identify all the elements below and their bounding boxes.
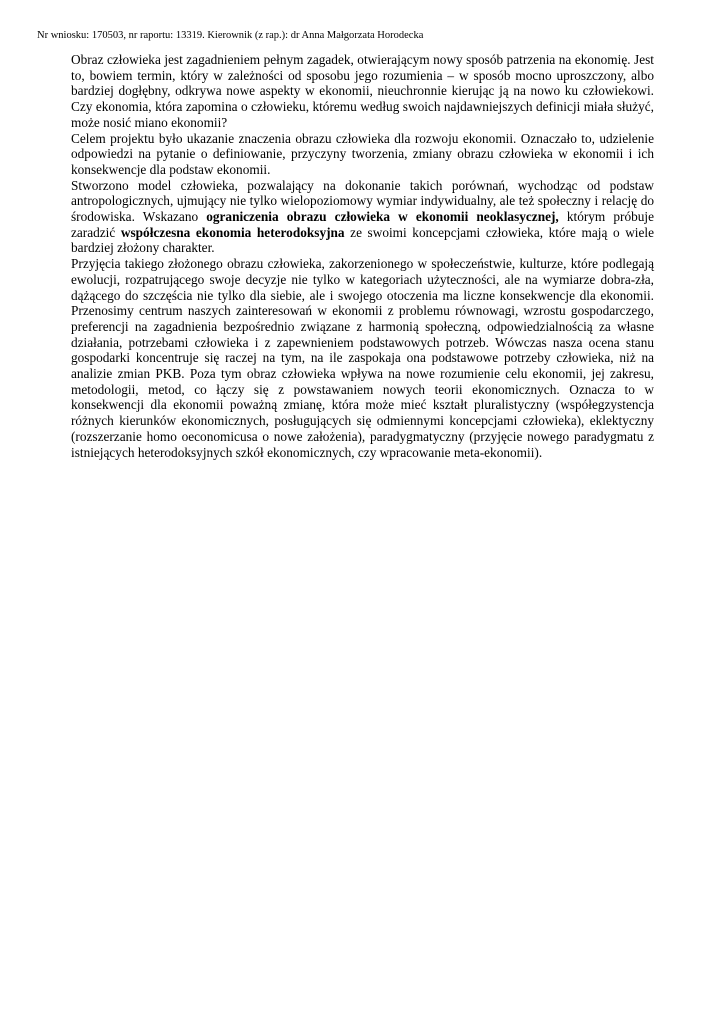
paragraph-text: ze swoimi koncepcjami człowieka, które mają o wiele bardziej złożony charakter. bbox=[71, 224, 655, 256]
paragraph-text: którym próbuje zaradzić bbox=[71, 209, 654, 240]
bold-phrase-heterodox: współczesna ekonomia heterodoksyjna bbox=[120, 224, 345, 240]
paragraph-goal bbox=[71, 131, 654, 178]
paragraph-intro bbox=[71, 52, 654, 131]
paragraph-model bbox=[71, 178, 654, 257]
document-body bbox=[71, 52, 654, 460]
paragraph-text: Obraz człowieka jest zagadnieniem pełnym zagadek, otwierającym nowy sposób patrzenia na ekonomię. Jest to, bowiem termin, który w zależności od sposobu jego rozumienia – w sposób mocno uproszczony, albo bardziej dogłębny, odkrywa nowe aspekty w ekonomii, nieuchronnie kierując ją na nowo ku człowiekowi. Czy ekonomia, która zapomina o człowieku, któremu według swoich najdawniejszych definicji miała służyć, może nosić miano ekonomii? bbox=[71, 52, 654, 130]
paragraph-text: Celem projektu było ukazanie znaczenia obrazu człowieka dla rozwoju ekonomii. Oznaczało to, udzielenie odpowiedzi na pytanie o definiowanie, przyczyny tworzenia, zmiany obrazu człowieka w ekonomii i ich konsekwencje dla podstaw ekonomii. bbox=[71, 130, 654, 177]
paragraph-text: Przyjęcia takiego złożonego obrazu człowieka, zakorzenionego w społeczeństwie, kulturze, które podlegają ewolucji, rozpatrującego swoje decyzje nie tylko w kategoriach użyteczności, ale na wymiarze dobra-zła, dążącego do szczęścia nie tylko dla siebie, ale i swojego otoczenia ma liczne konsekwencje dla ekonomii. Przenosimy centrum naszych zainteresowań w ekonomii z problemu równowagi, wzrostu gospodarczego, preferencji na zagadnienia bezpośrednio związane z harmonią społeczną, odpowiedzialnością za własne działania, potrzebami człowieka i z zapewnieniem podstawowych potrzeb. Wówczas nasza ocena stanu gospodarki koncentruje się raczej na tym, na ile zaspokaja ona podstawowe potrzeby człowieka, niż na analizie zmian PKB. Poza tym obraz człowieka wpływa na nowe rozumienie celu ekonomii, jej zakresu, metodologii, metod, co łączy się z powstawaniem nowych teorii ekonomicznych. Oznacza to w konsekwencji dla ekonomii poważną zmianę, która może mieć kształt pluralistyczny (współegzystencja różnych kierunków ekonomicznych, posługujących się odmiennymi koncepcjami człowieka), eklektyczny (rozszerzanie homo oeconomicusa o nowe założenia), paradygmatyczny (przyjęcie nowego paradygmatu z istniejących heterodoksyjnych szkół ekonomicznych, czy wpracowanie meta-ekonomii). bbox=[71, 256, 654, 460]
report-header: Nr wniosku: 170503, nr raportu: 13319. Kierownik (z rap.): dr Anna Małgorzata Horodecka bbox=[37, 30, 424, 41]
paragraph-consequences bbox=[71, 256, 654, 460]
paragraph-text: Stworzono model człowieka, pozwalający na dokonanie takich porównań, wychodząc od podstaw antropologicznych, ujmujący nie tylko wielopoziomowy wymiar indywidualny, ale też społeczny i relację do środowiska. Wskazano bbox=[71, 177, 654, 225]
bold-phrase-neoclassical: ograniczenia obrazu człowieka w ekonomii neoklasycznej, bbox=[206, 209, 559, 225]
